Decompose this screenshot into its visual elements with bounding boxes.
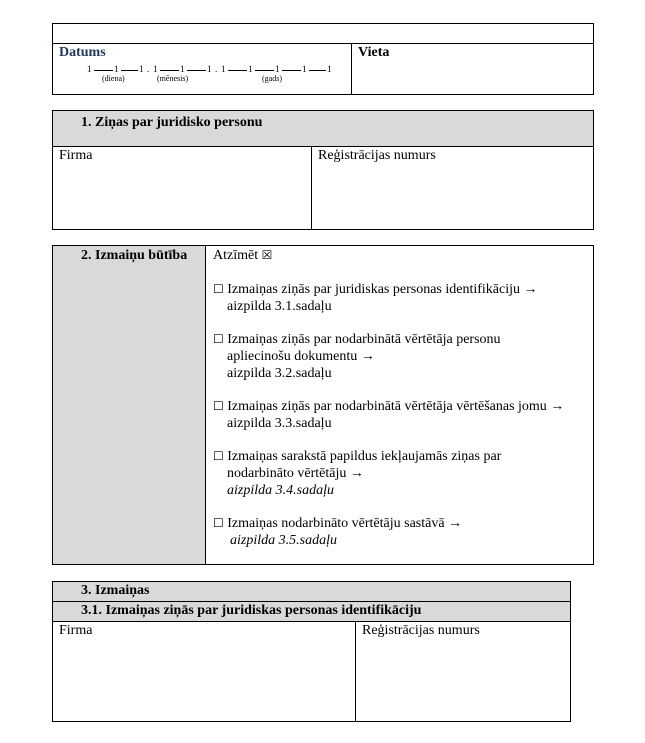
day-caption: (diena) (102, 74, 125, 83)
section3-reg-label: Reģistrācijas numurs (362, 623, 480, 638)
checkbox-3-5[interactable]: ☐ (213, 516, 224, 530)
place-field[interactable] (353, 64, 591, 92)
option-3-2-text-2: apliecinošu dokumentu → (227, 349, 375, 364)
option-3-3-action: aizpilda 3.3.sadaļu (227, 416, 332, 431)
mark-label: Atzīmēt (213, 248, 259, 263)
month-caption: (mēnesis) (157, 74, 189, 83)
date-year-2: 1 (221, 64, 226, 74)
date-year-5: 1 (302, 64, 307, 74)
option-3-1-text: Izmaiņas ziņās par juridiskas personas identifikāciju → (227, 282, 538, 297)
section2-title: 2. Izmaiņu būtība (81, 248, 188, 263)
section3-title: 3. Izmaiņas (81, 583, 150, 598)
mark-instruction (213, 248, 272, 264)
date-year-4: 1 (275, 64, 280, 74)
section1-title: 1. Ziņas par juridisko personu (81, 115, 263, 130)
section1-reg-field[interactable] (315, 167, 591, 227)
option-3-4 (213, 448, 501, 499)
checkbox-3-4[interactable]: ☐ (213, 449, 224, 463)
option-3-5-text: Izmaiņas nodarbināto vērtētāju sastāvā → (227, 516, 463, 531)
section1-firm-label: Firma (59, 148, 93, 163)
option-3-2-action: aizpilda 3.2.sadaļu (227, 366, 332, 381)
option-3-3 (213, 398, 564, 432)
section1-reg-label: Reģistrācijas numurs (318, 148, 436, 163)
date-label: Datums (59, 45, 106, 60)
date-year-6: 1 (327, 64, 332, 74)
option-3-2 (213, 331, 501, 382)
date-month-1: 1 (139, 64, 144, 74)
date-field[interactable]: 1 1 1 . 1 1 1 . 1 1 1 1 1 (diena) (mēnesis) (gads) (87, 64, 332, 83)
checkbox-3-1[interactable]: ☐ (213, 282, 224, 296)
option-3-5-action: aizpilda 3.5.sadaļu (230, 533, 337, 548)
checkbox-3-2-box[interactable]: ☐ (213, 332, 224, 346)
section3-reg-field[interactable] (359, 642, 568, 719)
section3-subtitle: 3.1. Izmaiņas ziņās par juridiskas personas identifikāciju (81, 603, 422, 618)
year-caption: (gads) (262, 74, 282, 83)
date-year-3: 1 (248, 64, 253, 74)
option-3-2-text: Izmaiņas ziņās par nodarbinātā vērtētāja personu (227, 332, 501, 347)
date-month-3: 1 (180, 64, 185, 74)
option-3-4-text-2: nodarbināto vērtētāju → (227, 466, 364, 481)
date-year-1: 1 (207, 64, 212, 74)
header-table (52, 23, 594, 95)
checkbox-3-3[interactable]: ☐ (213, 399, 224, 413)
option-3-1-action: aizpilda 3.1.sadaļu (227, 299, 332, 314)
option-3-1 (213, 281, 538, 315)
section3-firm-label: Firma (59, 623, 93, 638)
date-month-2: 1 (153, 64, 158, 74)
option-3-4-action: aizpilda 3.4.sadaļu (227, 483, 334, 498)
option-3-4-text: Izmaiņas sarakstā papildus iekļaujamās ziņas par (227, 449, 502, 464)
section1-table (52, 110, 594, 230)
checked-box-icon: ☒ (261, 248, 273, 262)
date-day-1: 1 (87, 64, 92, 74)
option-3-5 (213, 515, 462, 549)
option-3-3-text: Izmaiņas ziņās par nodarbinātā vērtētāja vērtēšanas jomu → (227, 399, 565, 414)
section3-table (52, 581, 571, 722)
date-day-2: 1 (114, 64, 119, 74)
section1-firm-field[interactable] (55, 167, 309, 227)
place-label: Vieta (358, 45, 390, 60)
section3-firm-field[interactable] (55, 642, 353, 719)
